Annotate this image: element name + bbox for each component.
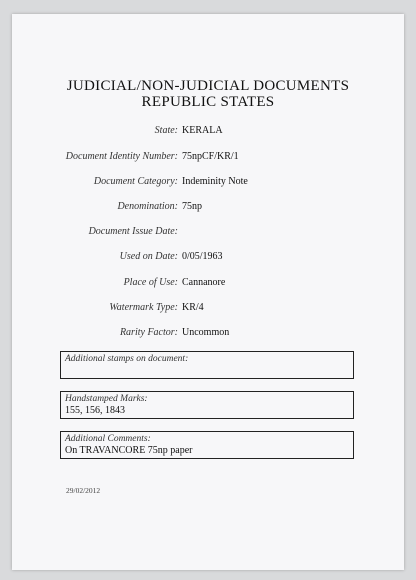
document-subtitle: REPUBLIC STATES bbox=[141, 94, 275, 110]
field-label: State: bbox=[154, 125, 178, 136]
field-document-category bbox=[12, 175, 404, 189]
field-label: Document Identity Number: bbox=[65, 151, 178, 162]
field-label: Place of Use: bbox=[123, 277, 178, 288]
document-title: JUDICIAL/NON-JUDICIAL DOCUMENTS bbox=[66, 78, 350, 94]
field-label: Rarity Factor: bbox=[119, 327, 178, 338]
field-watermark-type bbox=[12, 301, 404, 315]
field-label: Denomination: bbox=[117, 201, 178, 212]
field-document-issue-date bbox=[12, 225, 404, 239]
field-rarity-factor bbox=[12, 326, 404, 340]
field-place-of-use bbox=[12, 276, 404, 290]
box-label: Handstamped Marks: bbox=[65, 394, 148, 404]
additional-stamps-box bbox=[60, 351, 354, 379]
field-value: 75np bbox=[182, 201, 202, 212]
document-sheet bbox=[12, 14, 404, 570]
field-value: 75npCF/KR/1 bbox=[182, 151, 239, 162]
box-label: Additional Comments: bbox=[65, 434, 151, 444]
field-value: KERALA bbox=[182, 125, 223, 136]
handstamped-marks-box bbox=[60, 391, 354, 419]
field-value: KR/4 bbox=[182, 302, 204, 313]
field-value: 0/05/1963 bbox=[182, 251, 223, 262]
field-document-identity-number bbox=[12, 150, 404, 164]
field-value: Uncommon bbox=[182, 327, 230, 338]
field-value: Indeminity Note bbox=[182, 176, 248, 187]
field-label: Watermark Type: bbox=[109, 302, 178, 313]
field-label: Used on Date: bbox=[119, 251, 178, 262]
field-used-on-date bbox=[12, 250, 404, 264]
footer-date: 29/02/2012 bbox=[66, 486, 101, 495]
field-value: Cannanore bbox=[182, 277, 226, 288]
field-label: Document Category: bbox=[93, 176, 178, 187]
field-label: Document Issue Date: bbox=[88, 226, 178, 237]
box-value: 155, 156, 1843 bbox=[65, 405, 125, 416]
box-label: Additional stamps on document: bbox=[65, 354, 189, 364]
box-value: On TRAVANCORE 75np paper bbox=[65, 445, 193, 456]
additional-comments-box bbox=[60, 431, 354, 459]
field-denomination bbox=[12, 200, 404, 214]
field-state bbox=[12, 124, 404, 138]
